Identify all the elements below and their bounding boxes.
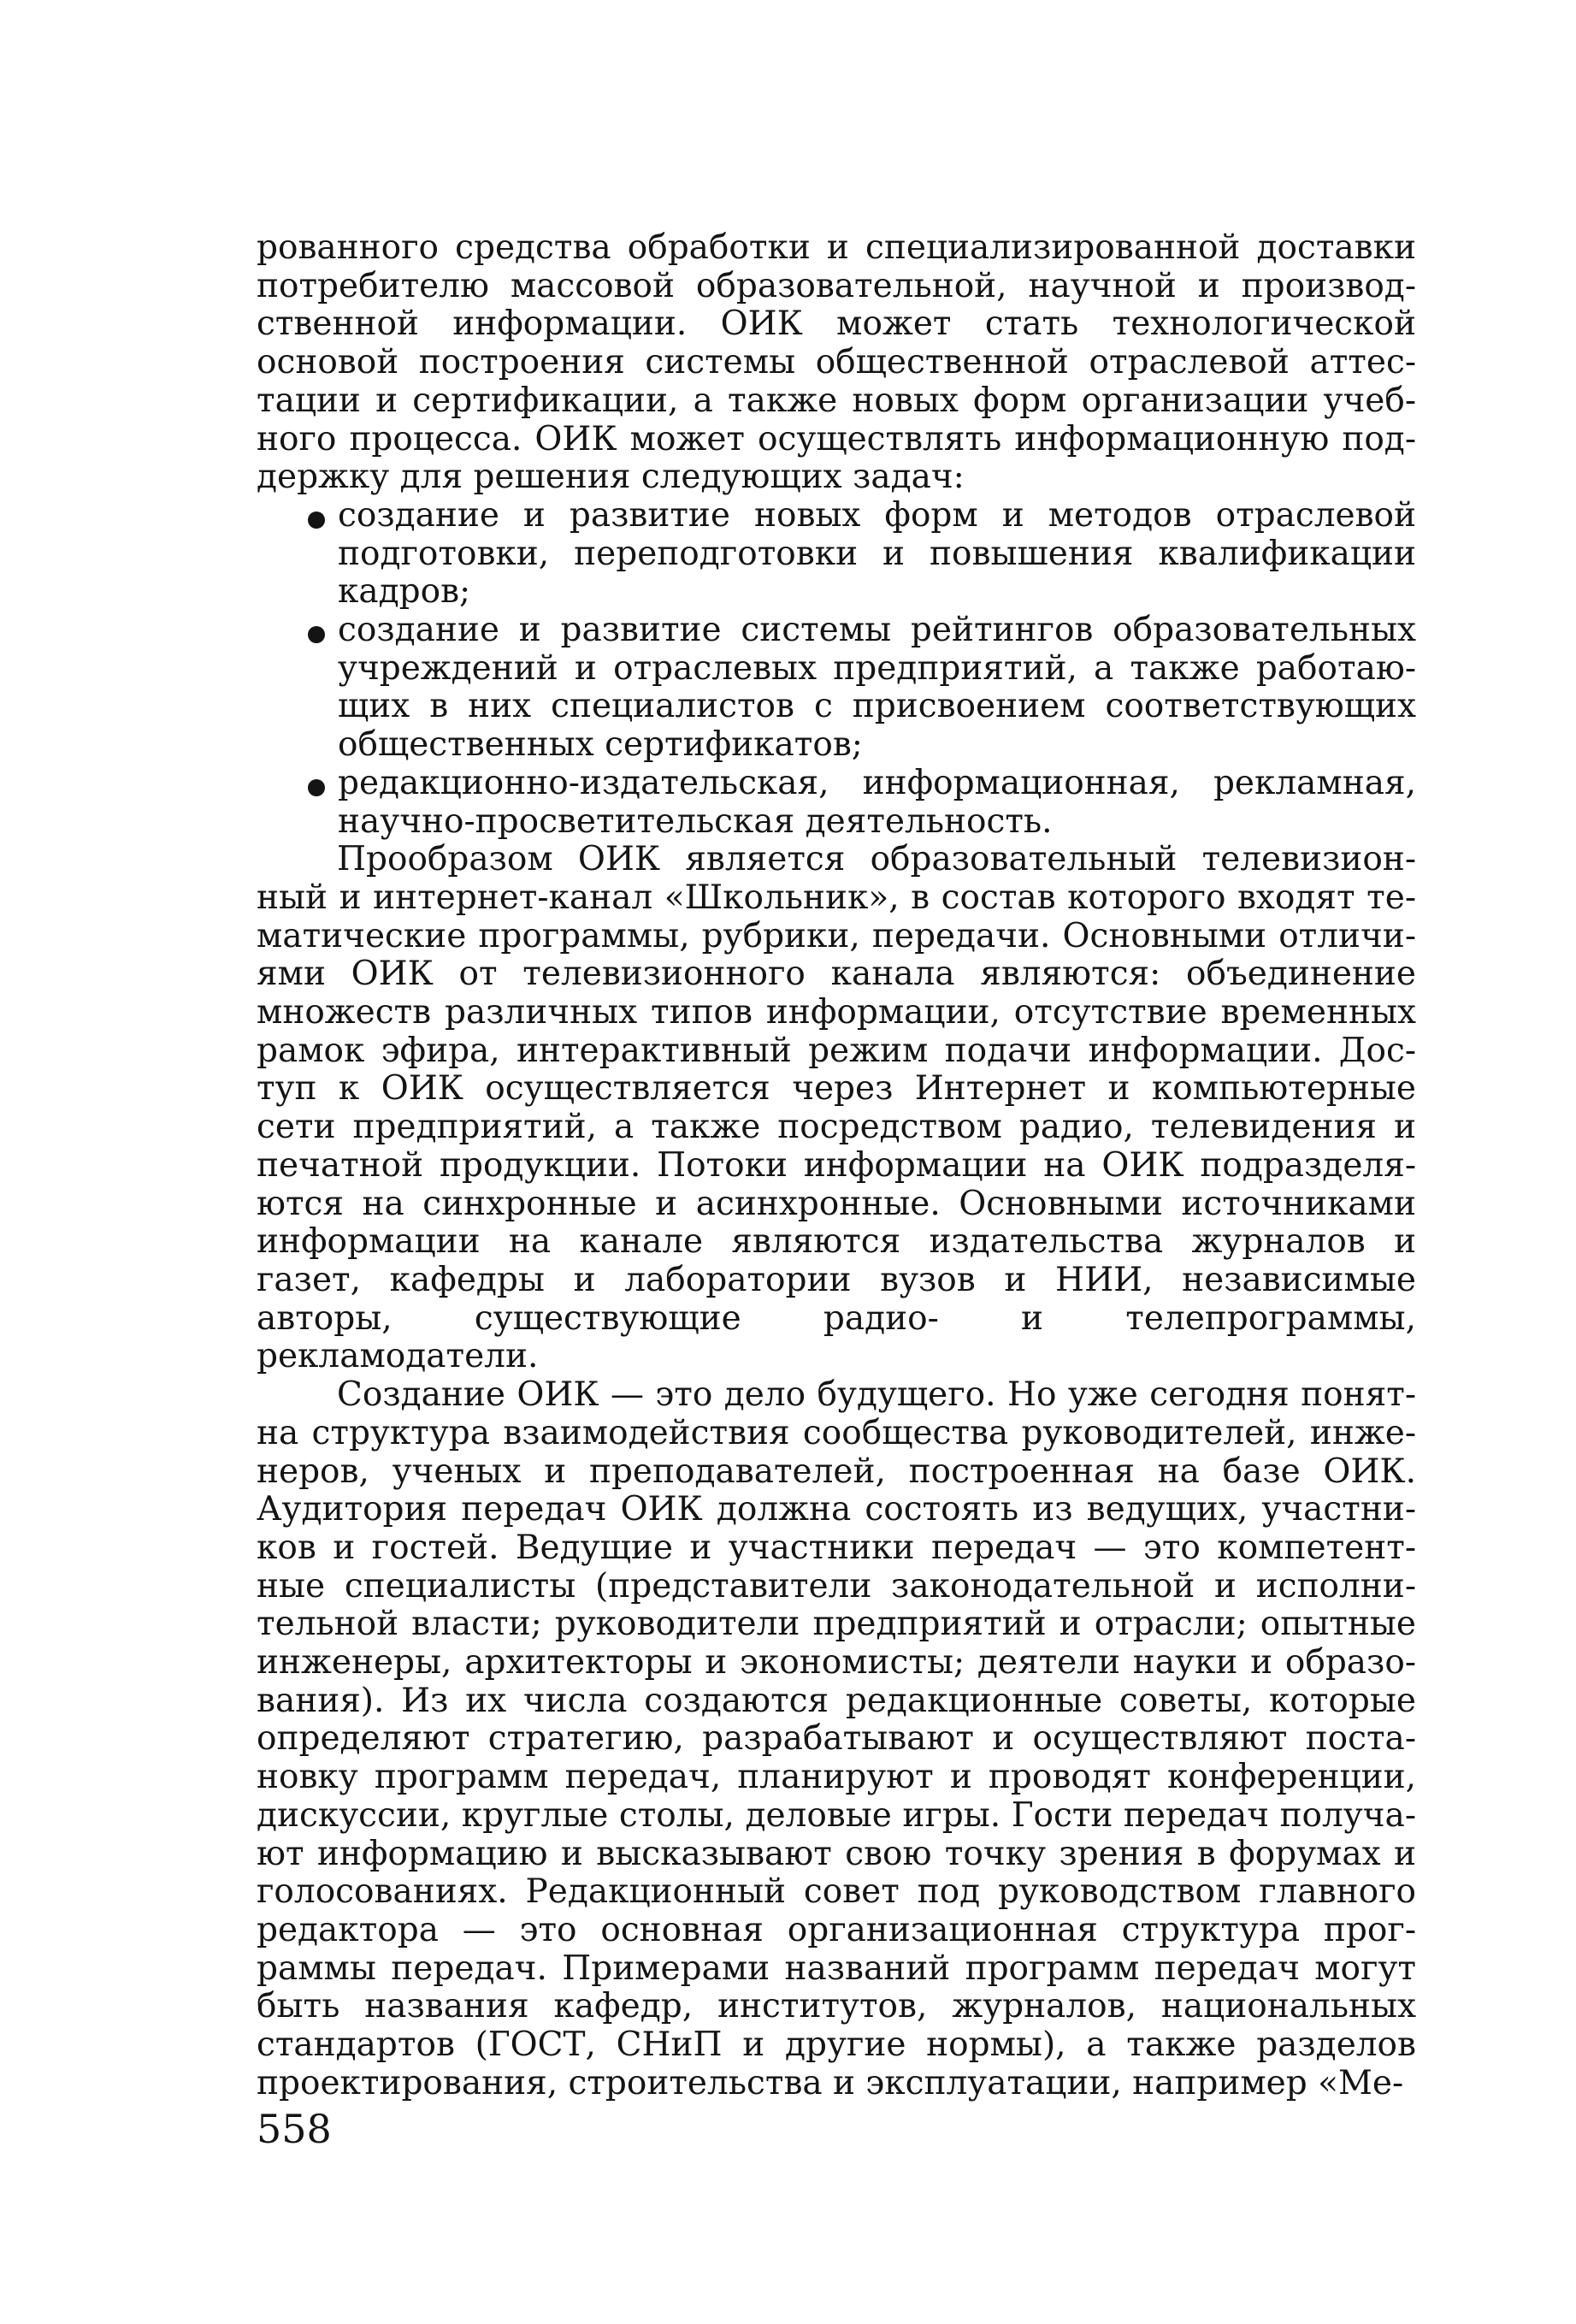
bullet-icon	[308, 512, 325, 529]
bullet-icon	[308, 626, 325, 643]
page-body	[257, 229, 1416, 2102]
paragraph-intro: рованного средства обработки и специализированной доставки потребителю массовой образовательной, научной и производственной информации. ОИК может стать технологической основой построения системы общественной отраслевой аттестации и сертификации, а также новых форм организации учебного процесса. ОИК может осуществлять информационную поддержку для решения следующих задач:	[257, 228, 1416, 497]
paragraph-prototype: Прообразом ОИК является образовательный телевизионный и интернет-канал «Школьник», в состав которого входят тематические программы, рубрики, передачи. Основными отличиями ОИК от телевизионного канала являются: объединение множеств различных типов информации, отсутствие временных рамок эфира, интерактивный режим подачи информации. Доступ к ОИК осуществляется через Интернет и компьютерные сети предприятий, а также посредством радио, телевидения и печатной продукции. Потоки информации на ОИК подразделяются на синхронные и асинхронные. Основными источниками информации на канале являются издательства журналов и газет, кафедры и лаборатории вузов и НИИ, независимые авторы, существующие радио- и телепрограммы, рекламодатели.	[257, 840, 1416, 1376]
task-text: создание и развитие новых форм и методов отраслевой подготовки, переподготовки и повышения квалификации кадров;	[338, 495, 1416, 612]
task-list-item	[257, 765, 1416, 841]
task-list-item	[257, 497, 1416, 612]
task-text: создание и развитие системы рейтингов образовательных учреждений и отраслевых предприятий, а также работающих в них специалистов с присвоением соответствующих общественных сертификатов;	[338, 611, 1416, 765]
task-list-item	[257, 612, 1416, 765]
task-text: редакционно-издательская, информационная, рекламная, научно-просветительская деятельность.	[338, 763, 1416, 841]
task-list	[257, 497, 1416, 841]
bullet-icon	[308, 779, 325, 796]
paragraph-future: Создание ОИК — это дело будущего. Но уже сегодня понятна структура взаимодействия сообщества руководителей, инженеров, ученых и преподавателей, построенная на базе ОИК. Аудитория передач ОИК должна состоять из ведущих, участников и гостей. Ведущие и участники передач — это компетентные специалисты (представители законодательной и исполнительной власти; руководители предприятий и отрасли; опытные инженеры, архитекторы и экономисты; деятели науки и образования). Из их числа создаются редакционные советы, которые определяют стратегию, разрабатывают и осуществляют постановку программ передач, планируют и проводят конференции, дискуссии, круглые столы, деловые игры. Гости передач получают информацию и высказывают свою точку зрения в форумах и голосованиях. Редакционный совет под руководством главного редактора — это основная организационная структура программы передач. Примерами названий программ передач могут быть названия кафедр, институтов, журналов, национальных стандартов (ГОСТ, СНиП и другие нормы), а также разделов проектирования, строительства и эксплуатации, например «Ме-	[257, 1375, 1416, 2102]
page-number: 558	[257, 2106, 332, 2152]
